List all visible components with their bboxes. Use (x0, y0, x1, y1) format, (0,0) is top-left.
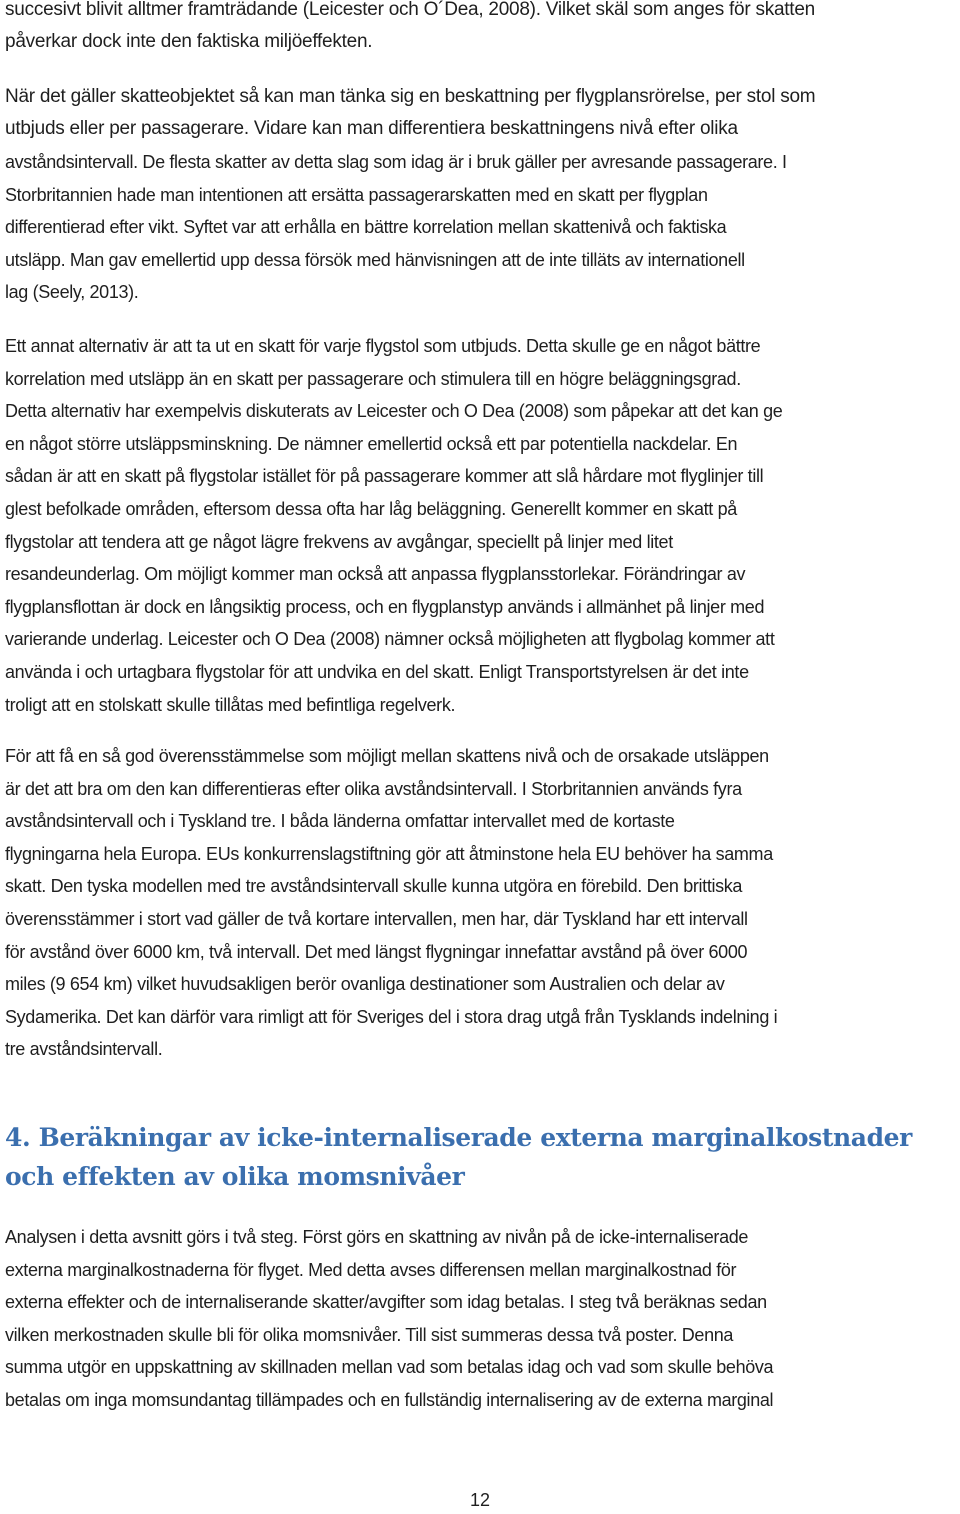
text-line: avståndsintervall. De flesta skatter av detta slag som idag är i bruk gäller per avresande passagerare. I (5, 152, 787, 172)
text-line: en något större utsläppsminskning. De nämner emellertid också ett par potentiella nackdelar. En (5, 433, 738, 454)
text-line: sådan är att en skatt på flygstolar istället för på passagerare kommer att slå hårdare mot flyglinjer till (5, 466, 764, 487)
text-line: avståndsintervall och i Tyskland tre. I båda länderna omfattar intervallet med de kortaste (5, 811, 675, 832)
text-line: differentierad efter vikt. Syftet var att erhålla en bättre korrelation mellan skattenivå och faktiska (5, 217, 727, 238)
text-line: För att få en så god överensstämmelse som möjligt mellan skattens nivå och de orsakade utsläppen (5, 746, 769, 766)
text-line: betalas om inga momsundantag tillämpades och en fullständig internalisering av de externa marginal (5, 1389, 774, 1410)
paragraph-tax-object (5, 81, 960, 145)
text-line: påverkar dock inte den faktiska miljöeffekten. (5, 31, 373, 52)
text-line: överensstämmer i stort vad gäller de två kortare intervallen, men har, där Tyskland har ett intervall (5, 908, 748, 929)
text-line: externa marginalkostnaderna för flyget. Med detta avses differensen mellan marginalkostnad för (5, 1259, 737, 1280)
text-line: Analysen i detta avsnitt görs i två steg. Först görs en skattning av nivån på de icke-internaliserade (5, 1227, 749, 1247)
text-line: tre avståndsintervall. (5, 1039, 163, 1060)
heading-line: och effekten av olika momsnivåer (5, 1162, 465, 1191)
page-number: 12 (469, 1490, 491, 1510)
text-line: är det att bra om den kan differentieras efter olika avståndsintervall. I Storbritannien används fyra (5, 778, 742, 799)
text-line: externa effekter och de internaliserande skatter/avgifter som idag betalas. I steg två beräknas sedan (5, 1292, 767, 1313)
text-line: skatt. Den tyska modellen med tre avståndsintervall skulle kunna utgöra en förebild. Den brittiska (5, 876, 743, 897)
intro-paragraph-fragment (5, 0, 960, 58)
text-line: Detta alternativ har exempelvis diskuterats av Leicester och O Dea (2008) som påpekar att det kan ge (5, 401, 783, 422)
text-line: resandeunderlag. Om möjligt kommer man också att anpassa flygplansstorlekar. Förändringar av (5, 564, 746, 585)
text-line: troligt att en stolskatt skulle tillåtas med befintliga regelverk. (5, 694, 456, 715)
text-line: glest befolkade områden, eftersom dessa ofta har låg beläggning. Generellt kommer en skatt på (5, 498, 737, 519)
text-line: miles (9 654 km) vilket huvudsakligen berör ovanliga destinationer som Australien och delar av (5, 974, 725, 995)
section-heading (5, 1118, 960, 1196)
paragraph-distance-intervals (5, 740, 960, 1066)
text-line: flygstolar att tendera att ge något lägre frekvens av avgångar, speciellt på linjer med litet (5, 531, 673, 552)
text-line: summa utgör en uppskattning av skillnaden mellan vad som betalas idag och vad som skulle behöva (5, 1357, 774, 1378)
paragraph-analysis (5, 1221, 960, 1417)
paragraph-tax-object-continued (5, 146, 960, 309)
text-line: använda i och urtagbara flygstolar för att undvika en del skatt. Enligt Transportstyrelsen är det inte (5, 661, 749, 682)
text-line: Ett annat alternativ är att ta ut en skatt för varje flygstol som utbjuds. Detta skulle ge en något bättre (5, 336, 761, 356)
text-line: varierande underlag. Leicester och O Dea (2008) nämner också möjligheten att flygbolag kommer att (5, 629, 775, 650)
text-line: När det gäller skatteobjektet så kan man tänka sig en beskattning per flygplansrörelse, per stol som (5, 86, 816, 107)
text-line: korrelation med utsläpp än en skatt per passagerare och stimulera till en högre beläggningsgrad. (5, 368, 741, 389)
paragraph-seat-tax (5, 330, 960, 721)
heading-line: 4. Beräkningar av icke-internaliserade externa marginalkostnader (5, 1123, 912, 1152)
text-line: succesivt blivit alltmer framträdande (Leicester och O´Dea, 2008). Vilket skäl som anges för skatten (5, 0, 815, 20)
text-line: utbjuds eller per passagerare. Vidare kan man differentiera beskattningens nivå efter olika (5, 118, 738, 139)
text-line: Storbritannien hade man intentionen att ersätta passagerarskatten med en skatt per flygplan (5, 184, 708, 205)
text-line: flygningarna hela Europa. EUs konkurrenslagstiftning gör att åtminstone hela EU behöver ha samma (5, 843, 773, 864)
text-line: lag (Seely, 2013). (5, 282, 139, 303)
text-line: flygplansflottan är dock en långsiktig process, och en flygplanstyp används i allmänhet på linjer med (5, 596, 765, 617)
text-line: Sydamerika. Det kan därför vara rimligt att för Sveriges del i stora drag utgå från Tysklands indelning i (5, 1006, 778, 1027)
text-line: utsläpp. Man gav emellertid upp dessa försök med hänvisningen att de inte tilläts av internationell (5, 249, 745, 270)
text-line: vilken merkostnaden skulle bli för olika momsnivåer. Till sist summeras dessa två poster. Denna (5, 1324, 734, 1345)
text-line: för avstånd över 6000 km, två intervall. Det med längst flygningar innefattar avstånd på över 6000 (5, 941, 748, 962)
